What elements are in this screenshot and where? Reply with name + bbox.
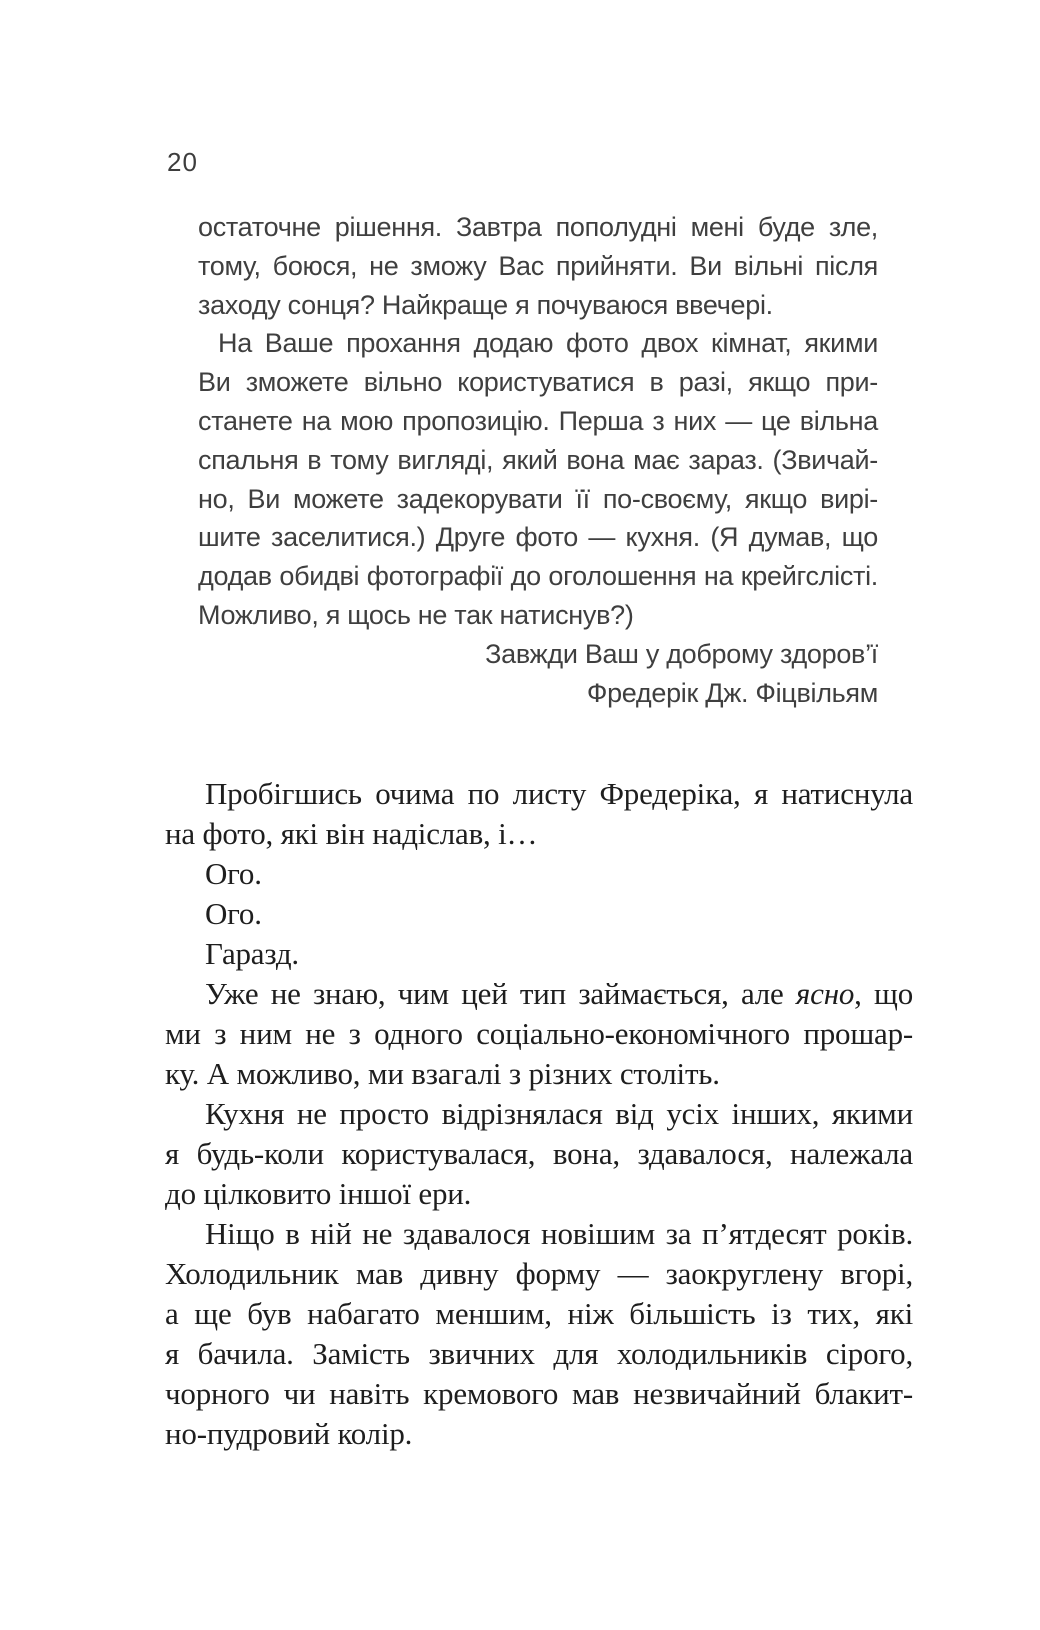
letter-line: станете на мою пропозицію. Перша з них — це вільна <box>198 405 878 436</box>
letter-signature-name: Фредерік Дж. Фіцвільям <box>586 677 878 708</box>
body-line: я бачила. Замість звичних для холодильників сірого, <box>165 1336 913 1371</box>
body-line: на фото, які він надіслав, і… <box>165 816 538 851</box>
body-line: до цілковито іншої ери. <box>165 1176 472 1211</box>
body-line: Кухня не просто відрізнялася від усіх інших, якими <box>205 1096 913 1131</box>
letter-line: спальня в тому вигляді, який вона має зараз. (Звичай- <box>198 444 878 475</box>
letter-line: шите заселитися.) Друге фото — кухня. (Я думав, що <box>198 522 878 553</box>
body-line: Гаразд. <box>205 936 299 971</box>
letter-line: додав обидві фотографії до оголошення на крейгслісті. <box>198 561 878 592</box>
body-line: Ніщо в ній не здавалося новішим за п’ятдесят років. <box>205 1216 913 1251</box>
letter-line: Ви зможете вільно користуватися в разі, якщо при- <box>198 367 878 398</box>
body-line-segment: , що <box>854 976 913 1011</box>
body-line: Пробігшись очима по листу Фредеріка, я натиснула <box>205 776 913 811</box>
letter-line: тому, боюся, не зможу Вас прийняти. Ви вільні після <box>198 250 878 281</box>
page-number: 20 <box>167 147 198 177</box>
letter-line: но, Ви можете задекорувати її по-своєму, якщо вирі- <box>198 483 878 514</box>
letter-line: На Ваше прохання додаю фото двох кімнат, якими <box>218 328 878 359</box>
body-line: Холодильник мав дивну форму — заокруглену вгорі, <box>165 1256 913 1291</box>
body-line: я будь-коли користувалася, вона, здавалося, належала <box>165 1136 913 1171</box>
body-line: Ого. <box>205 856 262 891</box>
letter-signature-closing: Завжди Ваш у доброму здоров’ї <box>485 638 878 669</box>
letter-line: остаточне рішення. Завтра пополудні мені буде зле, <box>198 212 878 242</box>
body-line: а ще був набагато меншим, ніж більшість із тих, які <box>165 1296 913 1331</box>
body-line-with-italic <box>165 974 913 1014</box>
body-line: ми з ним не з одного соціально-економічного прошар- <box>165 1016 913 1051</box>
letter-line: заходу сонця? Найкраще я почуваюся ввечері. <box>198 289 773 320</box>
body-line-segment: Уже не знаю, чим цей тип займається, але <box>205 976 796 1011</box>
body-line-italic-word: ясно <box>795 976 855 1011</box>
body-line: ку. А можливо, ми взагалі з різних століть. <box>165 1056 720 1091</box>
letter-block <box>198 208 878 712</box>
letter-line: Можливо, я щось не так натиснув?) <box>198 599 634 630</box>
body-line: Ого. <box>205 896 262 931</box>
body-text-block <box>165 774 913 1454</box>
body-line: чорного чи навіть кремового мав незвичайний блакит- <box>165 1376 913 1411</box>
body-line: но-пудровий колір. <box>165 1416 413 1451</box>
